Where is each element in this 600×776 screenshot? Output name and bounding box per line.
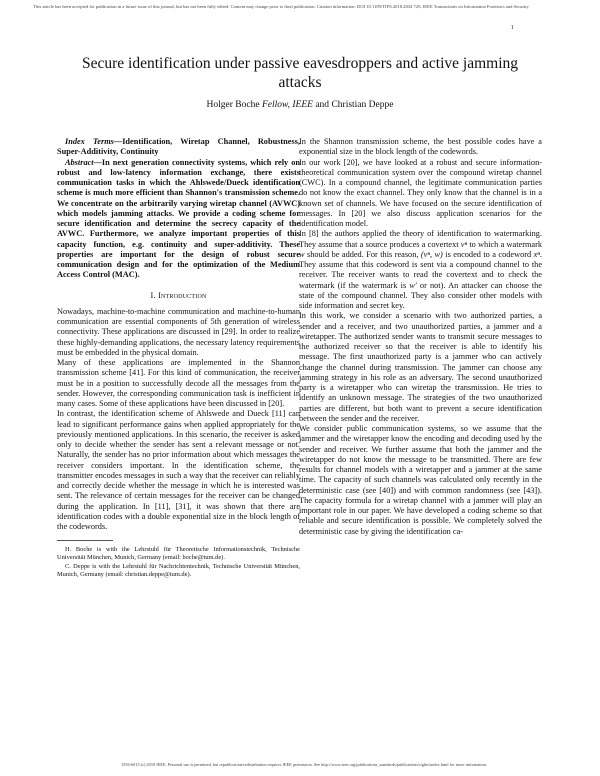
- page-number: 1: [510, 24, 514, 31]
- index-terms: [57, 137, 300, 158]
- right-paragraph-4: In this work, we consider a scenario with two authorized parties, a sender and a receiver, and two unauthorized parties, a jammer and a wiretapper. The authorized sender wants to transmit secure messages to the authorized receiver so that the receiver is able to identify his message. The first unauthorized party is a jammer who can actively change the channel during transmission. The jammer can choose any jamming strategy in his role as an adversary. The second unauthorized party is a wiretapper who can wiretap the transmission. He tries to identify an unknown message. The strategies of the two unauthorized parties are different, but both want to prevent a secure identification between the sender and the receiver.: [299, 311, 542, 423]
- copyright-footer: 1556-6013 (c) 2018 IEEE. Personal use is permitted, but republication/redistribution requires IEEE permission. See http://www.ieee.org/publications_standards/publications/rights/index.html for more information.: [121, 762, 487, 767]
- right-paragraph-2: In our work [20], we have looked at a robust and secure information-theoretical communication system over the compound wiretap channel (CWC). In a compound channel, the legitimate communication parties do not know the exact channel. They only know that the channel is in a known set of channels. We have focused on the secure identification of messages. In [20] we also discuss application scenarios for the identification model.: [299, 157, 542, 228]
- intro-paragraph-3: In contrast, the identification scheme of Ahlswede and Dueck [11] can lead to significant performance gains when applied appropriately for the previously mentioned applications. In this scenario, the receiver is asked only to decide whether the sender has sent a relevant message or not. Naturally, the sender has no prior information about which messages the receiver considers important. In the identification scheme, the transmitter encodes messages in such a way that the receiver can reliably and correctly decide whether the message in which he is interested was sent. The relevance of certain messages for the receiver can be changed during the application. In [11], [31], it was shown that there are identification codes with a double exponential size in the block length of the codewords.: [57, 409, 300, 531]
- abstract: [57, 158, 300, 281]
- right-paragraph-3: [299, 229, 542, 311]
- author-deppe: Christian Deppe: [331, 100, 394, 110]
- p3-text-d: is encoded to a codeword: [442, 249, 534, 259]
- p3-text-b: to which a watermark: [467, 239, 542, 249]
- math-watermark-prime: w′: [409, 280, 417, 290]
- footnote-rule: [57, 540, 113, 541]
- index-terms-label: Index Terms: [65, 137, 114, 146]
- index-terms-text: —Identification, Wiretap Channel, Robustness, Super-Additivity, Continuity: [57, 137, 301, 157]
- author-boche: Holger Boche: [206, 100, 260, 110]
- abstract-text: —In next generation connectivity systems, which rely on robust and low-latency information exchange, there exists communication tasks in which the Ahlswede/Dueck identification scheme is much more efficient than Shannon's transmission scheme. We concentrate on the arbitrarily varying wiretap channel (AVWC) which models jamming attacks. We provide a coding scheme for secure identification and determine the secrecy capacity of the AVWC. Furthermore, we analyze important properties of this capacity function, e.g. continuity and super-additivity. These properties are important for the design of robust secure communication design and for the optimization of the Medium Access Control (MAC).: [57, 157, 300, 280]
- paper-title: Secure identification under passive eavesdroppers and active jamming attacks: [82, 55, 518, 91]
- footnote-deppe: C. Deppe is with the Lehrstuhl für Nachrichtentechnik, Technische Universität München, Munich, Germany (email: christian.deppe@tum.de).: [57, 563, 300, 578]
- right-paragraph-5: We consider public communication systems, so we assume that the jammer and the wiretapper know the encoding and decoding used by the sender and receiver. We further assume that both the jammer and the wiretapper do not know the message to be transmitted. There are few results for channel models with a wiretapper and a jammer at the same time. The capacity of such channels was calculated only recently in the deterministic case (see [40]) and with common randomness (see [43]). The capacity formula for a wiretap channel with a jammer will play an important role in our paper. We have developed a coding scheme so that reliable and secure identification is possible. We completely solved the deterministic case by giving the identification ca-: [299, 424, 542, 536]
- math-covertext: vⁿ: [460, 239, 468, 249]
- abstract-block: [57, 137, 300, 281]
- intro-paragraph-1: Nowadays, machine-to-machine communication and machine-to-human communication are essential components of 5th generation of wireless connectivity. These applications are discussed in [29]. In order to realize these highly-demanding applications, the necessary latency requirements must be embedded in the physical domain.: [57, 306, 300, 357]
- section-number: I.: [150, 290, 156, 300]
- right-column: [299, 137, 542, 537]
- right-paragraph-1: In the Shannon transmission scheme, the best possible codes have a exponential size in the block length of the codewords.: [299, 137, 542, 157]
- abstract-label: Abstract: [65, 157, 94, 167]
- journal-header-notice: This article has been accepted for publication in a future issue of this journal, but has not been fully edited. Content may change prior to final publication. Citation information: DOI 10.1109/TIFS.2018.2834 729, IEEE Transactions on Information Forensics and Security: [33, 4, 529, 9]
- author-boche-role: Fellow, IEEE: [261, 100, 313, 110]
- p3-text-f: or not). An attacker can choose the state of the compound channel. They also consider other models with side information and secret key.: [299, 280, 542, 310]
- p3-text-a: In [8] the authors applied the theory of identification to watermarking. They assume that a source produces a covertext: [299, 229, 542, 249]
- footnote-boche: H. Boche is with the Lehrstuhl für Theoretische Informationstechnik, Technische Universität München, Munich, Germany (email: boche@tum.de).: [57, 546, 300, 562]
- section-heading-introduction: [57, 291, 300, 301]
- intro-paragraph-2: Many of these applications are implemented in the Shannon transmission scheme [41]. For this kind of communication, the receiver must be in a position to successfully decode all the messages from the sender. However, the corresponding communication task is inefficient in many cases. Some of these applications have been discussed in [20].: [57, 358, 300, 408]
- left-column: [57, 137, 300, 579]
- author-separator: and: [315, 100, 330, 110]
- math-codeword: xⁿ: [533, 249, 540, 259]
- author-line: [70, 100, 530, 110]
- math-pair: (vⁿ, w): [420, 249, 443, 259]
- section-title: Introduction: [158, 290, 207, 300]
- p3-text-e: . They assume that this codeword is sent via a compound channel to the receiver. The receiver wants to read the covertext and to check the watermark (if the watermark is: [299, 249, 542, 290]
- math-watermark: w: [299, 249, 305, 259]
- p3-text-c: should be added. For this reason,: [304, 249, 421, 259]
